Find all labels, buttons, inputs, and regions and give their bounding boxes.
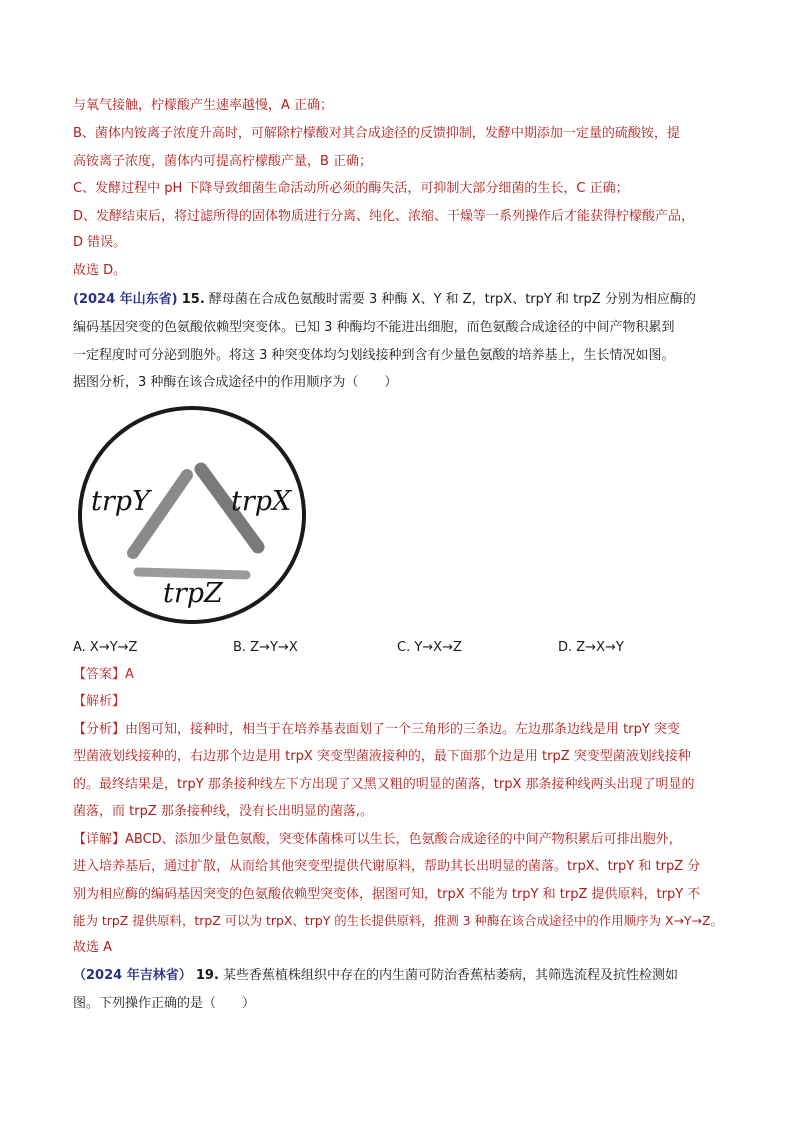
- label-trpZ: trpZ: [163, 578, 223, 609]
- detail-line-4: 能为 trpZ 提供原料，trpZ 可以为 trpX、trpY 的生长提供原料，推测 3 种酶在该合成途径中的作用顺序为 X→Y→Z。: [73, 913, 723, 928]
- label-trpX: trpX: [231, 486, 292, 517]
- prev-analysis-line-1: 与氧气接触，柠檬酸产生速率越慢，A 正确；: [73, 98, 334, 113]
- detail-line-2: 进入培养基后，通过扩散，从而给其他突变型提供代谢原料，帮助其长出明显的菌落。trpX、trpY 和 trpZ 分: [73, 859, 701, 874]
- label-trpY: trpY: [91, 486, 150, 517]
- question-15-line-4: 据图分析，3 种酶在该合成途径中的作用顺序为（ ）: [73, 375, 398, 390]
- prev-analysis-line-2: B、菌体内铵离子浓度升高时，可解除柠檬酸对其合成途径的反馈抑制，发酵中期添加一定量的硫酸铵，提: [73, 126, 680, 141]
- question-19-line-2: 图。下列操作正确的是（ ）: [73, 996, 256, 1011]
- option-a: A. X→Y→Z: [73, 640, 138, 655]
- question-15-text-1: 酵母菌在合成色氨酸时需要 3 种酶 X、Y 和 Z，trpX、trpY 和 trpZ 分别为相应酶的: [208, 292, 696, 307]
- analysis-fx-line-2: 型菌液划线接种的，右边那个边是用 trpX 突变型菌液接种的，最下面那个边是用 trpZ 突变型菌液划线接种: [73, 749, 691, 764]
- analysis-header: 【解析】: [73, 694, 126, 709]
- question-15-line-2: 编码基因突变的色氨酸依赖型突变体。已知 3 种酶均不能进出细胞，而色氨酸合成途径的中间产物积累到: [73, 320, 675, 335]
- prev-analysis-conclusion: 故选 D。: [73, 263, 127, 278]
- detail-line-3: 别为相应酶的编码基因突变的色氨酸依赖型突变体，据图可知，trpX 不能为 trpY 和 trpZ 提供原料，trpY 不: [73, 887, 701, 902]
- analysis-fx-line-1: 【分析】由图可知，接种时，相当于在培养基表面划了一个三角形的三条边。左边那条边线是用 trpY 突变: [73, 722, 680, 737]
- question-15-source: (2024 年山东省): [73, 292, 178, 307]
- question-15-line-3: 一定程度时可分泌到胞外。将这 3 种突变体均匀划线接种到含有少量色氨酸的培养基上，生长情况如图。: [73, 348, 675, 363]
- question-19-source: （2024 年吉林省）: [73, 968, 192, 983]
- trpZ-streak: [138, 572, 246, 575]
- petri-dish-figure: [78, 405, 308, 629]
- analysis-fx-line-4: 菌落，而 trpZ 那条接种线，没有长出明显的菌落,。: [73, 804, 373, 819]
- detail-line-1: 【详解】ABCD、添加少量色氨酸，突变体菌株可以生长，色氨酸合成途径的中间产物积累后可排出胞外，: [73, 832, 682, 847]
- option-b: B. Z→Y→X: [233, 640, 298, 655]
- prev-analysis-line-6: D 错误。: [73, 235, 127, 250]
- detail-conclusion: 故选 A: [73, 940, 113, 955]
- question-15-number: 15.: [181, 292, 205, 307]
- option-d: D. Z→X→Y: [558, 640, 624, 655]
- petri-dish-svg: [78, 405, 308, 625]
- question-19-text-1: 某些香蕉植株组织中存在的内生菌可防治香蕉枯萎病，其筛选流程及抗性检测如: [223, 968, 679, 983]
- question-19-number: 19.: [195, 968, 219, 983]
- analysis-fx-line-3: 的。最终结果是，trpY 那条接种线左下方出现了又黑又粗的明显的菌落，trpX 那条接种线两头出现了明显的: [73, 777, 695, 792]
- option-c: C. Y→X→Z: [397, 640, 462, 655]
- prev-analysis-line-3: 高铵离子浓度，菌体内可提高柠檬酸产量，B 正确；: [73, 154, 373, 169]
- question-15-line-1: [73, 290, 696, 310]
- prev-analysis-line-4: C、发酵过程中 pH 下降导致细菌生命活动所必须的酶失活，可抑制大部分细菌的生长，C 正确；: [73, 181, 629, 196]
- prev-analysis-line-5: D、发酵结束后，将过滤所得的固体物质进行分离、纯化、浓缩、干燥等一系列操作后才能获得柠檬酸产品，: [73, 209, 695, 224]
- question-19-line-1: [73, 966, 678, 986]
- answer-label: 【答案】A: [73, 667, 134, 682]
